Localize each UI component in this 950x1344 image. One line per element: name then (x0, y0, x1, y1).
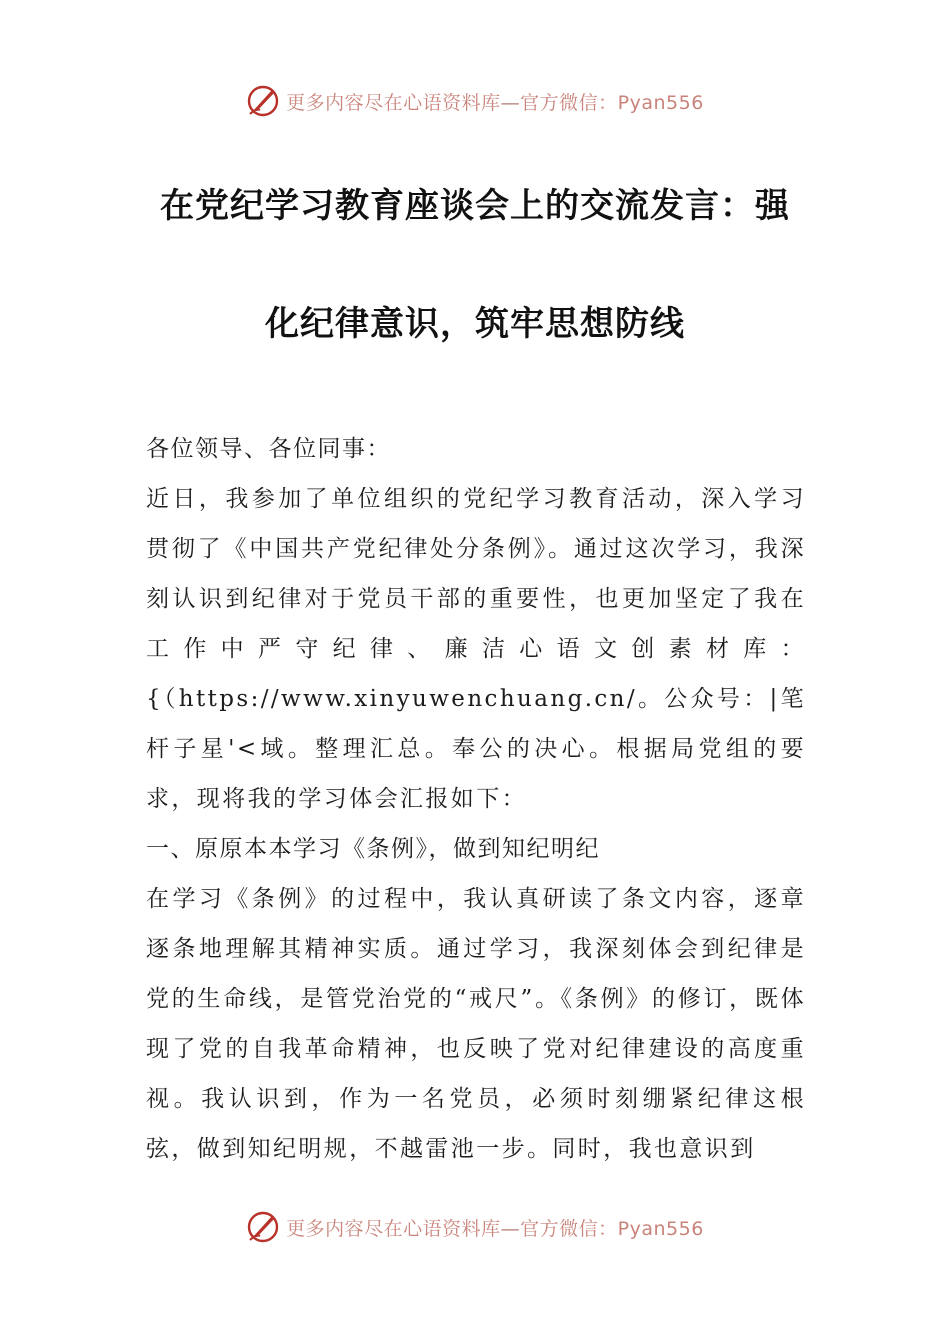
header-watermark (0, 84, 950, 118)
page-title-line-2: 化纪律意识，筑牢思想防线 (265, 304, 685, 344)
paragraph: 近日，我参加了单位组织的党纪学习教育活动，深入学习贯彻了《中国共产党纪律处分条例》。通过这次学习，我深刻认识到纪律对于党员干部的重要性，也更加坚定了我在工作中严守纪律、廉洁心语文创素材库：{（https://www.xinyuwenchuang.cn/。公众号：|笔杆子星'<域。整理汇总。奉公的决心。根据局党组的要求，现将我的学习体会汇报如下： (146, 486, 806, 812)
page-title-line-1: 在党纪学习教育座谈会上的交流发言：强 (160, 186, 790, 226)
document-body (146, 424, 806, 1174)
watermark-text: 更多内容尽在心语资料库—官方微信：Pyan556 (286, 91, 704, 114)
watermark-text: 更多内容尽在心语资料库—官方微信：Pyan556 (286, 1217, 704, 1240)
section-heading: 一、原原本本学习《条例》，做到知纪明纪 (146, 836, 600, 862)
quill-logo-icon (246, 84, 280, 118)
greeting: 各位领导、各位同事： (146, 436, 391, 462)
footer-watermark (0, 1210, 950, 1244)
quill-logo-icon (246, 1210, 280, 1244)
paragraph: 在学习《条例》的过程中，我认真研读了条文内容，逐章逐条地理解其精神实质。通过学习，我深刻体会到纪律是党的生命线，是管党治党的“戒尺”。《条例》的修订，既体现了党的自我革命精神，也反映了党对纪律建设的高度重视。我认识到，作为一名党员，必须时刻绷紧纪律这根弦，做到知纪明规，不越雷池一步。同时，我也意识到 (146, 886, 806, 1162)
